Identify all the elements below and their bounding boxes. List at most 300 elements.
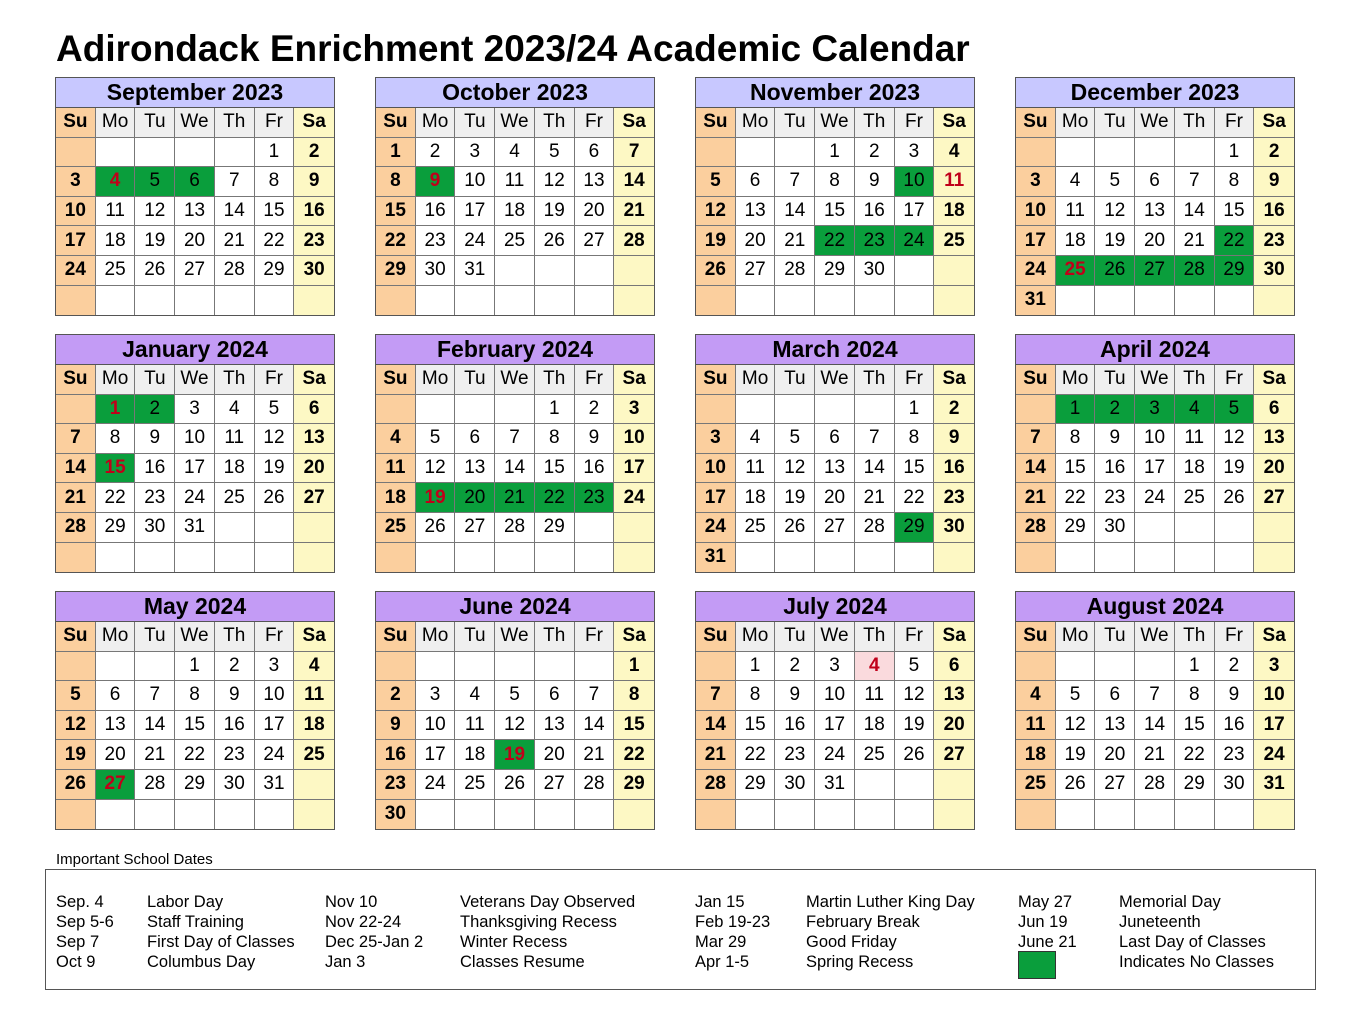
weekday-label: Tu (455, 108, 495, 138)
day-cell: 22 (895, 483, 935, 513)
day-cell: 7 (575, 681, 615, 711)
day-cell: 28 (575, 770, 615, 800)
legend-events-col-4 (1119, 892, 1274, 972)
empty-day-cell (775, 800, 815, 830)
week-row (376, 513, 654, 543)
week-row (1016, 681, 1294, 711)
day-cell: 29 (96, 513, 136, 543)
empty-day-cell (815, 800, 855, 830)
empty-day-cell (575, 543, 615, 573)
empty-day-cell (535, 652, 575, 682)
empty-day-cell (255, 543, 295, 573)
empty-day-cell (376, 652, 416, 682)
day-cell: 19 (1056, 740, 1096, 770)
day-cell: 9 (135, 424, 175, 454)
day-cell: 16 (855, 197, 895, 227)
day-cell: 1 (1175, 652, 1215, 682)
day-cell: 30 (135, 513, 175, 543)
day-cell: 25 (1175, 483, 1215, 513)
day-cell: 8 (376, 167, 416, 197)
empty-day-cell (736, 800, 776, 830)
empty-day-cell (775, 543, 815, 573)
empty-day-cell (575, 800, 615, 830)
empty-day-cell (96, 138, 136, 168)
empty-day-cell (1254, 800, 1294, 830)
day-cell: 2 (934, 395, 974, 425)
day-cell: 23 (135, 483, 175, 513)
day-cell: 7 (696, 681, 736, 711)
day-cell: 5 (56, 681, 96, 711)
day-cell: 22 (614, 740, 654, 770)
week-row (56, 800, 334, 830)
day-cell: 7 (1175, 167, 1215, 197)
day-cell: 23 (1254, 226, 1294, 256)
empty-day-cell (736, 395, 776, 425)
day-cell: 13 (815, 454, 855, 484)
weekday-label: Sa (934, 365, 974, 395)
day-cell: 9 (215, 681, 255, 711)
day-cell: 19 (696, 226, 736, 256)
day-cell: 27 (175, 256, 215, 286)
day-cell: 2 (416, 138, 456, 168)
day-cell: 6 (175, 167, 215, 197)
legend-date: Oct 9 (56, 953, 96, 971)
day-cell: 6 (96, 681, 136, 711)
empty-day-cell (575, 652, 615, 682)
empty-day-cell (535, 543, 575, 573)
legend-heading: Important School Dates (56, 851, 213, 868)
weekday-label: Fr (1215, 365, 1255, 395)
weekday-label: Sa (614, 365, 654, 395)
weekday-label: Mo (736, 365, 776, 395)
day-cell: 29 (895, 513, 935, 543)
weekday-header-row (1016, 108, 1294, 138)
empty-day-cell (175, 286, 215, 316)
day-cell: 21 (215, 226, 255, 256)
day-cell: 12 (775, 454, 815, 484)
empty-day-cell (895, 543, 935, 573)
day-cell: 24 (56, 256, 96, 286)
day-cell: 8 (895, 424, 935, 454)
weekday-label: Th (215, 108, 255, 138)
day-cell: 28 (855, 513, 895, 543)
month-calendar (695, 334, 975, 573)
day-cell: 22 (736, 740, 776, 770)
day-cell: 24 (815, 740, 855, 770)
day-cell: 24 (1016, 256, 1056, 286)
week-row (376, 770, 654, 800)
day-cell: 22 (96, 483, 136, 513)
empty-day-cell (614, 543, 654, 573)
legend-event: First Day of Classes (147, 933, 295, 951)
day-cell: 12 (416, 454, 456, 484)
day-cell: 10 (455, 167, 495, 197)
empty-day-cell (56, 395, 96, 425)
day-cell: 25 (1016, 770, 1056, 800)
day-cell: 27 (575, 226, 615, 256)
day-cell: 31 (696, 543, 736, 573)
weekday-label: Th (535, 108, 575, 138)
empty-day-cell (1135, 652, 1175, 682)
week-row (56, 543, 334, 573)
day-cell: 8 (1175, 681, 1215, 711)
day-cell: 21 (56, 483, 96, 513)
weekday-label: Fr (895, 622, 935, 652)
weekday-label: Fr (255, 108, 295, 138)
day-cell: 9 (1215, 681, 1255, 711)
empty-day-cell (135, 286, 175, 316)
week-row (56, 256, 334, 286)
day-cell: 15 (175, 711, 215, 741)
day-cell: 6 (455, 424, 495, 454)
empty-day-cell (1215, 286, 1255, 316)
weekday-label: Fr (575, 108, 615, 138)
legend-event: Memorial Day (1119, 893, 1221, 911)
month-title: November 2023 (696, 78, 974, 108)
day-cell: 8 (535, 424, 575, 454)
day-cell: 16 (416, 197, 456, 227)
day-cell: 15 (736, 711, 776, 741)
legend-event: Juneteenth (1119, 913, 1201, 931)
day-cell: 14 (1135, 711, 1175, 741)
week-row (696, 256, 974, 286)
empty-day-cell (1215, 800, 1255, 830)
day-cell: 2 (575, 395, 615, 425)
day-cell: 27 (934, 740, 974, 770)
day-cell: 17 (1016, 226, 1056, 256)
weekday-label: Mo (1056, 622, 1096, 652)
legend-dates-col-3 (695, 892, 770, 972)
empty-day-cell (855, 395, 895, 425)
weekday-label: We (1135, 365, 1175, 395)
day-cell: 25 (934, 226, 974, 256)
day-cell: 20 (455, 483, 495, 513)
empty-day-cell (736, 543, 776, 573)
weekday-header-row (56, 365, 334, 395)
day-cell: 20 (934, 711, 974, 741)
weekday-label: Th (535, 622, 575, 652)
week-row (1016, 424, 1294, 454)
day-cell: 2 (376, 681, 416, 711)
day-cell: 9 (1254, 167, 1294, 197)
weekday-label: Mo (736, 108, 776, 138)
day-cell: 30 (934, 513, 974, 543)
day-cell: 9 (376, 711, 416, 741)
day-cell: 12 (535, 167, 575, 197)
day-cell: 5 (535, 138, 575, 168)
day-cell: 2 (135, 395, 175, 425)
day-cell: 3 (1016, 167, 1056, 197)
week-row (696, 167, 974, 197)
empty-day-cell (775, 395, 815, 425)
day-cell: 4 (736, 424, 776, 454)
week-row (696, 286, 974, 316)
weekday-label: Fr (575, 622, 615, 652)
day-cell: 21 (1135, 740, 1175, 770)
day-cell: 25 (376, 513, 416, 543)
day-cell: 1 (815, 138, 855, 168)
weekday-label: Sa (294, 365, 334, 395)
empty-day-cell (135, 543, 175, 573)
day-cell: 18 (1175, 454, 1215, 484)
empty-day-cell (1016, 138, 1056, 168)
day-cell: 30 (1215, 770, 1255, 800)
legend-event: Winter Recess (460, 933, 568, 951)
legend-dates-col-1 (56, 892, 114, 972)
empty-day-cell (455, 652, 495, 682)
weekday-label: Sa (1254, 365, 1294, 395)
day-cell: 15 (614, 711, 654, 741)
day-cell: 14 (1016, 454, 1056, 484)
day-cell: 20 (1254, 454, 1294, 484)
legend-event: Good Friday (806, 933, 897, 951)
weekday-header-row (56, 622, 334, 652)
legend-date: Nov 10 (325, 893, 378, 911)
day-cell: 16 (1095, 454, 1135, 484)
day-cell: 4 (96, 167, 136, 197)
weekday-label: Th (215, 365, 255, 395)
legend-date: Sep 5-6 (56, 913, 114, 931)
weekday-label: Th (855, 622, 895, 652)
empty-day-cell (934, 770, 974, 800)
empty-day-cell (96, 800, 136, 830)
day-cell: 10 (696, 454, 736, 484)
day-cell: 21 (855, 483, 895, 513)
empty-day-cell (1175, 800, 1215, 830)
empty-day-cell (135, 800, 175, 830)
weekday-label: Su (1016, 622, 1056, 652)
day-cell: 17 (696, 483, 736, 513)
empty-day-cell (455, 543, 495, 573)
week-row (1016, 395, 1294, 425)
day-cell: 1 (1056, 395, 1096, 425)
empty-day-cell (376, 543, 416, 573)
day-cell: 28 (56, 513, 96, 543)
empty-day-cell (96, 286, 136, 316)
day-cell: 7 (775, 167, 815, 197)
day-cell: 30 (215, 770, 255, 800)
day-cell: 16 (135, 454, 175, 484)
day-cell: 9 (416, 167, 456, 197)
weekday-label: Th (1175, 108, 1215, 138)
week-row (376, 483, 654, 513)
day-cell: 12 (1215, 424, 1255, 454)
weekday-label: Mo (96, 622, 136, 652)
day-cell: 3 (416, 681, 456, 711)
day-cell: 9 (855, 167, 895, 197)
day-cell: 27 (1095, 770, 1135, 800)
day-cell: 4 (1016, 681, 1056, 711)
week-row (56, 483, 334, 513)
week-row (376, 711, 654, 741)
empty-day-cell (1215, 543, 1255, 573)
empty-day-cell (215, 513, 255, 543)
day-cell: 15 (815, 197, 855, 227)
weekday-label: We (175, 622, 215, 652)
empty-day-cell (1056, 800, 1096, 830)
empty-day-cell (575, 513, 615, 543)
week-row (696, 543, 974, 573)
week-row (56, 138, 334, 168)
day-cell: 16 (215, 711, 255, 741)
day-cell: 13 (1095, 711, 1135, 741)
day-cell: 29 (1056, 513, 1096, 543)
weekday-label: Tu (1095, 365, 1135, 395)
legend-event: Thanksgiving Recess (460, 913, 617, 931)
empty-day-cell (736, 286, 776, 316)
day-cell: 8 (175, 681, 215, 711)
day-cell: 5 (1056, 681, 1096, 711)
empty-day-cell (495, 652, 535, 682)
day-cell: 6 (934, 652, 974, 682)
weekday-label: Fr (895, 365, 935, 395)
legend-event: February Break (806, 913, 920, 931)
week-row (376, 543, 654, 573)
legend-event: Columbus Day (147, 953, 256, 971)
day-cell: 28 (614, 226, 654, 256)
day-cell: 11 (495, 167, 535, 197)
day-cell: 14 (135, 711, 175, 741)
day-cell: 14 (215, 197, 255, 227)
empty-day-cell (455, 800, 495, 830)
day-cell: 6 (294, 395, 334, 425)
weekday-label: Sa (1254, 622, 1294, 652)
weekday-header-row (1016, 365, 1294, 395)
empty-day-cell (855, 770, 895, 800)
legend-event: Last Day of Classes (1119, 933, 1266, 951)
weekday-label: Th (1175, 365, 1215, 395)
empty-day-cell (1095, 543, 1135, 573)
day-cell: 13 (934, 681, 974, 711)
empty-day-cell (575, 286, 615, 316)
empty-day-cell (736, 138, 776, 168)
day-cell: 28 (495, 513, 535, 543)
day-cell: 19 (1095, 226, 1135, 256)
empty-day-cell (934, 543, 974, 573)
legend-events-col-1 (147, 892, 295, 972)
weekday-label: Mo (416, 622, 456, 652)
week-row (56, 167, 334, 197)
day-cell: 1 (1215, 138, 1255, 168)
empty-day-cell (1056, 286, 1096, 316)
weekday-label: Fr (1215, 622, 1255, 652)
empty-day-cell (575, 256, 615, 286)
day-cell: 23 (294, 226, 334, 256)
day-cell: 11 (96, 197, 136, 227)
week-row (56, 454, 334, 484)
empty-day-cell (416, 800, 456, 830)
week-row (1016, 800, 1294, 830)
day-cell: 19 (416, 483, 456, 513)
day-cell: 10 (1135, 424, 1175, 454)
day-cell: 17 (1254, 711, 1294, 741)
empty-day-cell (255, 800, 295, 830)
day-cell: 28 (135, 770, 175, 800)
day-cell: 25 (455, 770, 495, 800)
month-title: September 2023 (56, 78, 334, 108)
day-cell: 1 (376, 138, 416, 168)
day-cell: 23 (775, 740, 815, 770)
weekday-label: Mo (736, 622, 776, 652)
day-cell: 22 (175, 740, 215, 770)
month-title: February 2024 (376, 335, 654, 365)
legend-date: Dec 25-Jan 2 (325, 933, 424, 951)
day-cell: 30 (1254, 256, 1294, 286)
day-cell: 8 (1215, 167, 1255, 197)
day-cell: 18 (1056, 226, 1096, 256)
empty-day-cell (614, 256, 654, 286)
week-row (696, 513, 974, 543)
legend-date: Nov 22-24 (325, 913, 402, 931)
empty-day-cell (455, 286, 495, 316)
empty-day-cell (934, 800, 974, 830)
empty-day-cell (815, 543, 855, 573)
day-cell: 9 (934, 424, 974, 454)
day-cell: 26 (1056, 770, 1096, 800)
empty-day-cell (696, 286, 736, 316)
empty-day-cell (56, 652, 96, 682)
day-cell: 28 (1016, 513, 1056, 543)
empty-day-cell (855, 543, 895, 573)
empty-day-cell (1254, 513, 1294, 543)
day-cell: 22 (376, 226, 416, 256)
weekday-label: Tu (135, 365, 175, 395)
empty-day-cell (495, 286, 535, 316)
empty-day-cell (215, 800, 255, 830)
day-cell: 3 (455, 138, 495, 168)
day-cell: 16 (575, 454, 615, 484)
weekday-label: Su (696, 622, 736, 652)
legend-events-col-3 (806, 892, 975, 972)
week-row (1016, 454, 1294, 484)
week-row (56, 226, 334, 256)
calendar-title: Adirondack Enrichment 2023/24 Academic Calendar (56, 28, 970, 69)
day-cell: 30 (294, 256, 334, 286)
legend-dates-col-2 (325, 892, 423, 972)
day-cell: 25 (1056, 256, 1096, 286)
day-cell: 17 (56, 226, 96, 256)
empty-day-cell (255, 513, 295, 543)
weekday-label: Mo (416, 108, 456, 138)
empty-day-cell (495, 543, 535, 573)
day-cell: 16 (1215, 711, 1255, 741)
day-cell: 20 (815, 483, 855, 513)
day-cell: 30 (416, 256, 456, 286)
weekday-label: Th (855, 365, 895, 395)
empty-day-cell (1016, 652, 1056, 682)
day-cell: 4 (455, 681, 495, 711)
day-cell: 4 (215, 395, 255, 425)
day-cell: 2 (294, 138, 334, 168)
empty-day-cell (895, 770, 935, 800)
weekday-label: We (175, 365, 215, 395)
day-cell: 28 (1135, 770, 1175, 800)
day-cell: 23 (376, 770, 416, 800)
day-cell: 30 (1095, 513, 1135, 543)
weekday-label: We (495, 622, 535, 652)
empty-day-cell (255, 286, 295, 316)
month-title: May 2024 (56, 592, 334, 622)
empty-day-cell (855, 286, 895, 316)
day-cell: 11 (736, 454, 776, 484)
weekday-label: We (1135, 108, 1175, 138)
day-cell: 27 (96, 770, 136, 800)
day-cell: 18 (1016, 740, 1056, 770)
day-cell: 26 (416, 513, 456, 543)
weekday-label: Sa (934, 622, 974, 652)
empty-day-cell (1095, 652, 1135, 682)
week-row (1016, 543, 1294, 573)
